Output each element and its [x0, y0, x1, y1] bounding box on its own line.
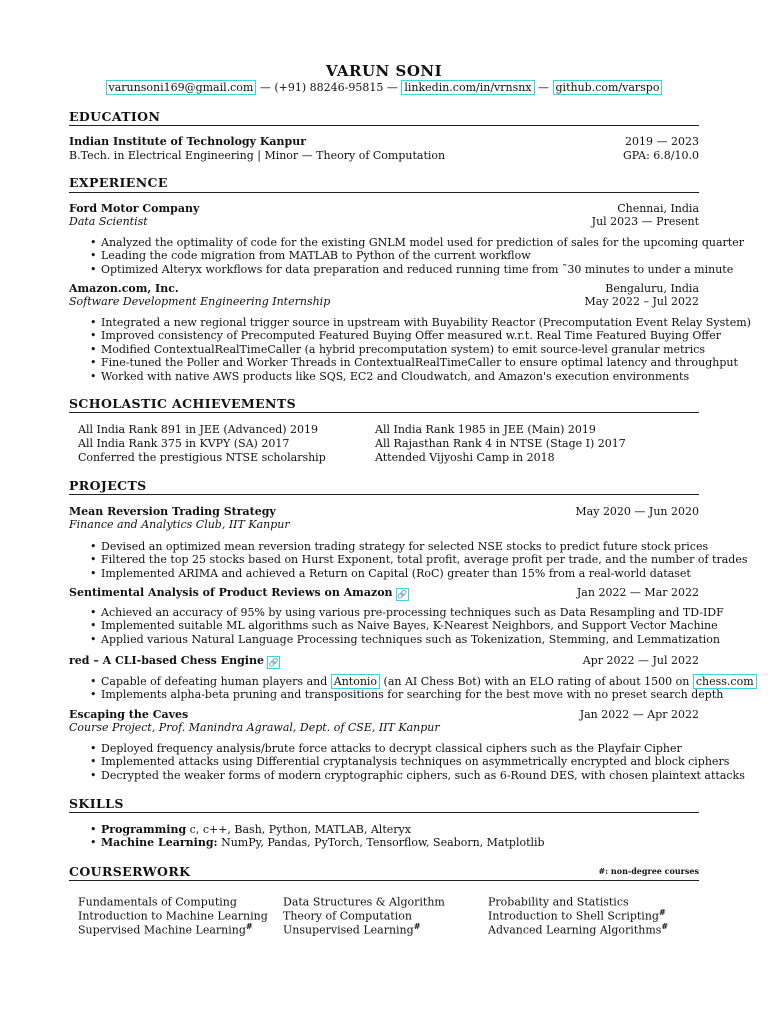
bullet-item: • Integrated a new regional trigger source in upstream with Buyability Reactor (Precomputation Event Relay System) [90, 316, 751, 329]
achievements-left-column [78, 423, 326, 465]
section-title-education: EDUCATION [69, 109, 161, 124]
education-row [69, 135, 699, 149]
bullet-item: • Decrypted the weaker forms of modern cryptographic ciphers, such as 6-Round DES, with chosen plaintext attacks [90, 769, 745, 782]
separator: — [386, 81, 398, 94]
skill-label: Machine Learning: [101, 836, 218, 850]
course-item: Introduction to Shell Scripting# [488, 907, 666, 923]
course-item: Probability and Statistics [488, 895, 629, 909]
project-subheader [69, 721, 699, 735]
job-location: Chennai, India [617, 202, 699, 215]
company-name: Ford Motor Company [69, 202, 200, 215]
education-row [69, 149, 699, 163]
achievement-item: All India Rank 375 in KVPY (SA) 2017 [78, 437, 290, 450]
achievement-item: All India Rank 1985 in JEE (Main) 2019 [375, 423, 596, 436]
course-item: Theory of Computation [283, 909, 412, 923]
achievement-item: All India Rank 891 in JEE (Advanced) 2019 [78, 423, 319, 436]
project-organization: Finance and Analytics Club, IIT Kanpur [69, 518, 290, 531]
separator: — [538, 81, 550, 94]
job-dates: May 2022 – Jul 2022 [584, 295, 699, 308]
project-bullets [90, 675, 757, 702]
job-location: Bengaluru, India [605, 282, 699, 295]
section-divider [69, 880, 699, 881]
non-degree-mark: # [661, 921, 669, 931]
project-dates: Jan 2022 — Apr 2022 [579, 708, 699, 721]
candidate-name: VARUN SONI [325, 62, 443, 80]
linkedin-link[interactable]: linkedin.com/in/vrnsnx [401, 80, 534, 95]
project-title-line [69, 654, 280, 668]
project-dates: May 2020 — Jun 2020 [575, 505, 699, 518]
course-item: Unsupervised Learning# [283, 921, 421, 937]
job-role: Software Development Engineering Internship [69, 295, 331, 308]
job-subheader [69, 295, 699, 309]
project-title-line [69, 586, 409, 600]
degree: B.Tech. in Electrical Engineering | Minor — Theory of Computation [69, 149, 446, 162]
project-dates: Apr 2022 — Jul 2022 [582, 654, 699, 667]
bullet-item: • Leading the code migration from MATLAB to Python of the current workflow [90, 249, 744, 262]
project-header [69, 654, 699, 668]
bullet-text: (an AI Chess Bot) with an ELO rating of about 1500 on [380, 675, 693, 688]
institute-name: Indian Institute of Technology Kanpur [69, 135, 306, 148]
antonio-link[interactable]: Antonio [331, 674, 380, 689]
achievements-right-column [375, 423, 626, 465]
coursework-note [598, 866, 699, 876]
section-divider [69, 412, 699, 413]
bullet-item: • Analyzed the optimality of code for the existing GNLM model used for prediction of sales for the upcoming quarter [90, 236, 744, 249]
achievement-item: All Rajasthan Rank 4 in NTSE (Stage I) 2017 [375, 437, 626, 450]
coursework-column-2 [283, 891, 445, 937]
job-header [69, 282, 699, 296]
bullet-item: • Improved consistency of Precomputed Featured Buying Offer measured w.r.t. Real Time Featured Buying Offer [90, 329, 751, 342]
coursework-column-3 [488, 891, 669, 937]
section-title-projects: PROJECTS [69, 478, 147, 493]
project-name: Sentimental Analysis of Product Reviews on Amazon [69, 586, 393, 599]
job-bullets [90, 236, 744, 276]
bullet-item: • Achieved an accuracy of 95% by using various pre-processing techniques such as Data Resampling and TD-IDF [90, 606, 724, 619]
course-item: Data Structures & Algorithm [283, 895, 445, 909]
bullet-item: • Fine-tuned the Poller and Worker Threads in ContextualRealTimeCaller to ensure optimal latency and throughput [90, 356, 751, 369]
job-header [69, 202, 699, 216]
note-mark: # [598, 866, 606, 876]
contact-line [0, 81, 768, 95]
education-years: 2019 — 2023 [625, 135, 699, 148]
project-name: red – A CLI-based Chess Engine [69, 654, 264, 667]
bullet-item: • Applied various Natural Language Processing techniques such as Tokenization, Stemming, and Lemmatization [90, 633, 724, 646]
project-header [69, 505, 699, 519]
bullet-item: • Worked with native AWS products like SQS, EC2 and Cloudwatch, and Amazon's execution environments [90, 370, 751, 383]
project-subheader [69, 518, 699, 532]
section-divider [69, 812, 699, 813]
project-bullets [90, 742, 745, 782]
chess-com-link[interactable]: chess.com [693, 674, 757, 689]
course-item: Supervised Machine Learning# [78, 921, 253, 937]
section-divider [69, 494, 699, 495]
separator: — [259, 81, 271, 94]
project-dates: Jan 2022 — Mar 2022 [576, 586, 699, 599]
bullet-text: Capable of defeating human players and [101, 675, 331, 688]
course-item: Advanced Learning Algorithms# [488, 921, 669, 937]
job-dates: Jul 2023 — Present [591, 215, 699, 228]
non-degree-mark: # [245, 921, 253, 931]
skill-item-ml [90, 836, 545, 849]
job-role: Data Scientist [69, 215, 148, 228]
skill-value: c, c++, Bash, Python, MATLAB, Alteryx [189, 823, 411, 836]
section-title-coursework: COURSERWORK [69, 864, 191, 879]
link-icon[interactable]: 🔗 [397, 589, 408, 599]
non-degree-mark: # [413, 921, 421, 931]
section-title-experience: EXPERIENCE [69, 175, 168, 190]
bullet-item: • Modified ContextualRealTimeCaller (a hybrid precomputation system) to emit source-level granular metrics [90, 343, 751, 356]
job-subheader [69, 215, 699, 229]
project-organization: Course Project, Prof. Manindra Agrawal, Dept. of CSE, IIT Kanpur [69, 721, 440, 734]
non-degree-mark: # [658, 907, 666, 917]
skill-value: NumPy, Pandas, PyTorch, Tensorflow, Seaborn, Matplotlib [221, 836, 545, 850]
achievement-item: Conferred the prestigious NTSE scholarship [78, 451, 326, 464]
coursework-column-1 [78, 891, 268, 937]
github-link[interactable]: github.com/varspo [553, 80, 663, 95]
bullet-item: • Devised an optimized mean reversion trading strategy for selected NSE stocks to predict future stock prices [90, 540, 747, 553]
bullet-item: • Implemented attacks using Differential cryptanalysis techniques on asymmetrically encrypted and block ciphers [90, 755, 745, 768]
project-bullets [90, 606, 724, 646]
email-link[interactable]: varunsoni169@gmail.com [106, 80, 257, 95]
bullet-item: • Deployed frequency analysis/brute force attacks to decrypt classical ciphers such as the Playfair Cipher [90, 742, 745, 755]
project-bullets [90, 540, 747, 580]
note-text: : non-degree courses [605, 866, 699, 876]
section-title-skills: SKILLS [69, 796, 124, 811]
section-title-achievements: SCHOLASTIC ACHIEVEMENTS [69, 396, 297, 411]
skills-list [90, 823, 545, 850]
bullet-item: • Implemented suitable ML algorithms such as Naive Bayes, K-Nearest Neighbors, and Support Vector Machine [90, 619, 724, 632]
link-icon[interactable]: 🔗 [268, 657, 279, 667]
bullet-item: • Implements alpha-beta pruning and transpositions for searching for the best move with no preset search depth [90, 688, 757, 701]
bullet-item [90, 675, 757, 688]
phone-number: (+91) 88246-95815 [274, 81, 384, 94]
skill-item-programming [90, 823, 545, 836]
bullet-item: • Implemented ARIMA and achieved a Return on Capital (RoC) greater than 15% from a real-world dataset [90, 567, 747, 580]
gpa: GPA: 6.8/10.0 [622, 149, 699, 162]
bullet-item: • Optimized Alteryx workflows for data preparation and reduced running time from ˜30 minutes to under a minute [90, 263, 744, 276]
bullet-item: • Filtered the top 25 stocks based on Hurst Exponent, total profit, average profit per trade, and the number of trades [90, 553, 747, 566]
project-header [69, 586, 699, 600]
project-header [69, 708, 699, 722]
skill-label: Programming [101, 823, 187, 836]
company-name: Amazon.com, Inc. [69, 282, 179, 295]
project-name: Escaping the Caves [69, 708, 189, 721]
achievement-item: Attended Vijyoshi Camp in 2018 [375, 451, 555, 464]
section-divider [69, 192, 699, 193]
course-item: Fundamentals of Computing [78, 895, 237, 909]
course-item: Introduction to Machine Learning [78, 909, 268, 923]
project-name: Mean Reversion Trading Strategy [69, 505, 276, 518]
job-bullets [90, 316, 751, 383]
section-divider [69, 125, 699, 126]
